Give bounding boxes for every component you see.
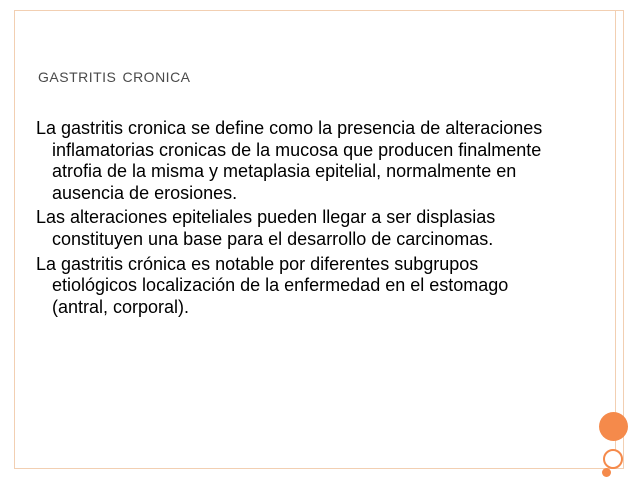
slide-title-text: gastritis cronica bbox=[38, 65, 191, 87]
slide-body bbox=[36, 118, 546, 321]
paragraph-definition: La gastritis cronica se define como la presencia de alteraciones inflamatorias cronicas de la mucosa que producen finalmente atrofia de la misma y metaplasia epitelial, normalmente en ausencia de erosiones. bbox=[36, 118, 543, 203]
decorative-circle-small bbox=[602, 468, 611, 477]
paragraph-subgrupos: La gastritis crónica es notable por diferentes subgrupos etiológicos localización de la enfermedad en el estomago (antral, corporal). bbox=[36, 253, 509, 317]
decorative-circle-large bbox=[599, 412, 628, 441]
slide-right-rule bbox=[615, 10, 616, 469]
paragraph-displasias: Las alteraciones epiteliales pueden llegar a ser displasias constituyen una base para el desarrollo de carcinomas. bbox=[36, 207, 496, 249]
slide-title bbox=[38, 65, 191, 88]
decorative-circle-ring bbox=[603, 449, 623, 469]
